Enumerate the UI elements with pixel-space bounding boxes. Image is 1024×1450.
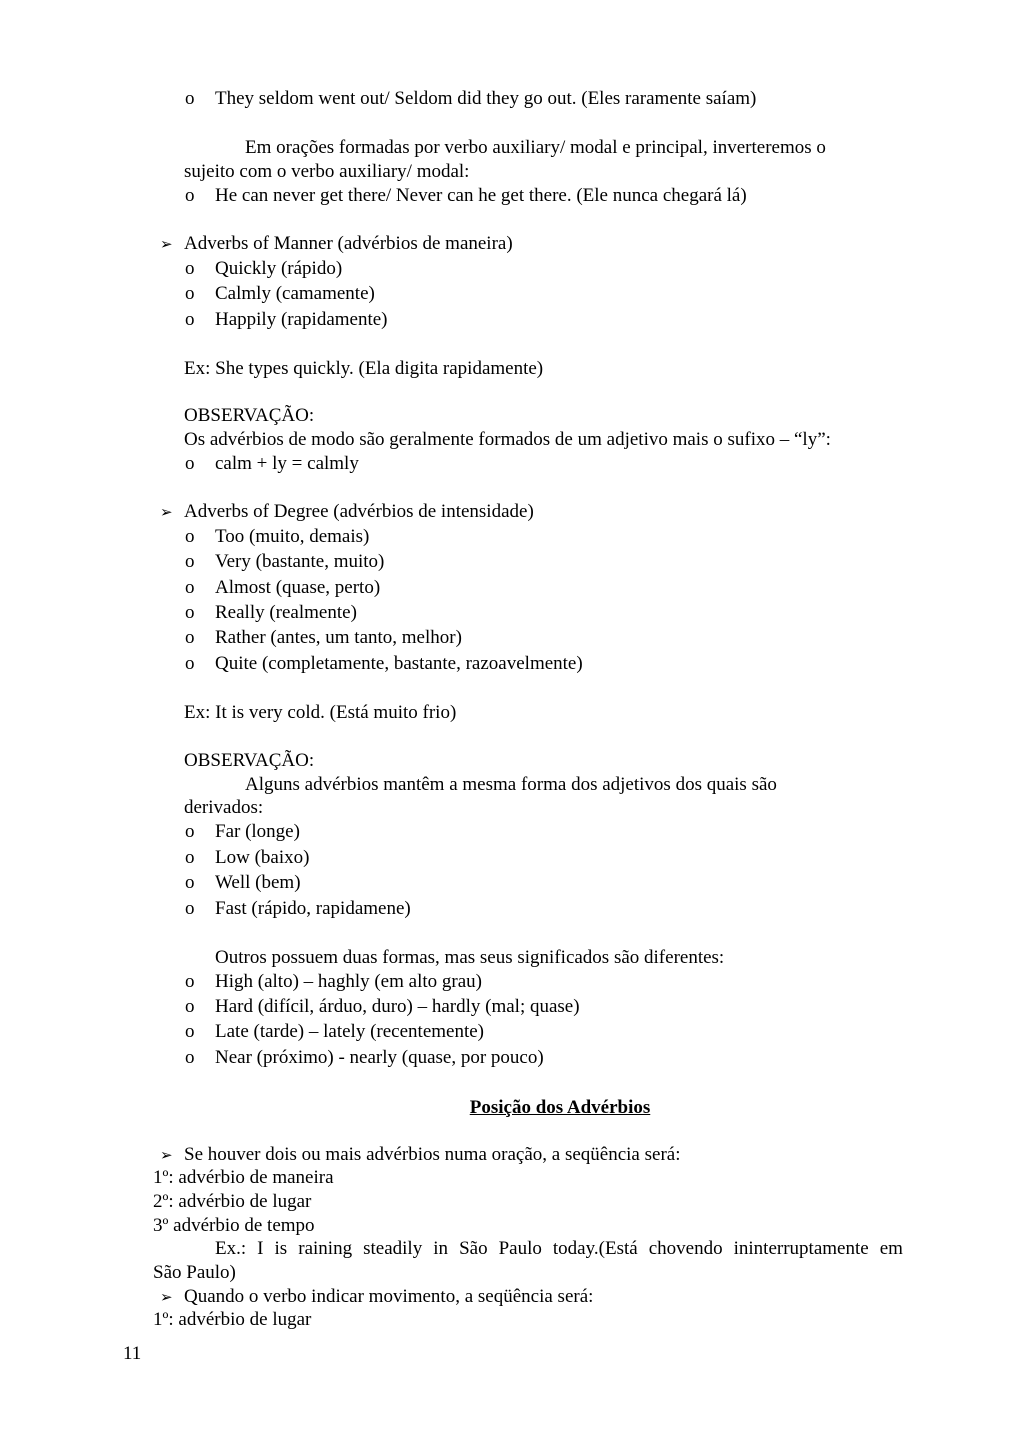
paragraph-line: Alguns advérbios mantêm a mesma forma dos adjetivos dos quais são bbox=[245, 774, 777, 795]
list-item: Well (bem) bbox=[215, 872, 301, 893]
order-line: 2º: advérbio de lugar bbox=[153, 1191, 312, 1212]
section-item: Se houver dois ou mais advérbios numa oração, a seqüência será: bbox=[184, 1144, 681, 1165]
list-bullet: o bbox=[185, 577, 195, 598]
word: chovendo bbox=[648, 1238, 723, 1259]
example-line: Ex: She types quickly. (Ela digita rapidamente) bbox=[184, 358, 544, 379]
note-heading: OBSERVAÇÃO: bbox=[184, 405, 315, 426]
list-item: Quite (completamente, bastante, razoavelmente) bbox=[215, 653, 583, 674]
list-item: Low (baixo) bbox=[215, 847, 310, 868]
list-bullet: o bbox=[185, 971, 195, 992]
list-bullet: o bbox=[185, 898, 195, 919]
list-item: Almost (quase, perto) bbox=[215, 577, 381, 598]
list-item: calm + ly = calmly bbox=[215, 453, 359, 474]
word: Paulo bbox=[498, 1238, 542, 1259]
list-bullet: o bbox=[185, 185, 195, 206]
arrow-bullet-icon: ➢ bbox=[160, 237, 173, 253]
list-bullet: o bbox=[185, 526, 195, 547]
list-bullet: o bbox=[185, 1021, 195, 1042]
order-line: 1º: advérbio de maneira bbox=[153, 1167, 334, 1188]
list-item: Very (bastante, muito) bbox=[215, 551, 385, 572]
word: em bbox=[879, 1238, 903, 1259]
list-item: Really (realmente) bbox=[215, 602, 357, 623]
list-bullet: o bbox=[185, 847, 195, 868]
paragraph-line: Os advérbios de modo são geralmente formados de um adjetivo mais o sufixo – “ly”: bbox=[184, 429, 831, 450]
section-item: Adverbs of Manner (advérbios de maneira) bbox=[184, 233, 513, 254]
example-line: He can never get there/ Never can he get there. (Ele nunca chegará lá) bbox=[215, 185, 747, 206]
list-item: Fast (rápido, rapidamene) bbox=[215, 898, 411, 919]
arrow-bullet-icon: ➢ bbox=[160, 1148, 173, 1164]
paragraph-line: Outros possuem duas formas, mas seus significados são diferentes: bbox=[215, 947, 725, 968]
example-line: Ex: It is very cold. (Está muito frio) bbox=[184, 702, 457, 723]
list-bullet: o bbox=[185, 258, 195, 279]
note-heading: OBSERVAÇÃO: bbox=[184, 750, 315, 771]
list-item: Near (próximo) - nearly (quase, por pouco) bbox=[215, 1047, 544, 1068]
list-item: Too (muito, demais) bbox=[215, 526, 370, 547]
word: ininterruptamente bbox=[733, 1238, 869, 1259]
paragraph-line: Em orações formadas por verbo auxiliary/ modal e principal, inverteremos o bbox=[245, 137, 826, 158]
list-bullet: o bbox=[185, 283, 195, 304]
list-bullet: o bbox=[185, 88, 195, 109]
list-bullet: o bbox=[185, 602, 195, 623]
arrow-bullet-icon: ➢ bbox=[160, 505, 173, 521]
word: is bbox=[274, 1238, 288, 1259]
list-item: Happily (rapidamente) bbox=[215, 309, 388, 330]
word: São bbox=[459, 1238, 488, 1259]
example-line: They seldom went out/ Seldom did they go out. (Eles raramente saíam) bbox=[215, 88, 757, 109]
list-item: Rather (antes, um tanto, melhor) bbox=[215, 627, 462, 648]
arrow-bullet-icon: ➢ bbox=[160, 1290, 173, 1306]
list-bullet: o bbox=[185, 821, 195, 842]
word: steadily bbox=[363, 1238, 423, 1259]
list-item: High (alto) – haghly (em alto grau) bbox=[215, 971, 482, 992]
word: Ex.: bbox=[215, 1238, 247, 1259]
word: I bbox=[257, 1238, 264, 1259]
word: raining bbox=[298, 1238, 353, 1259]
section-item: Quando o verbo indicar movimento, a seqüência será: bbox=[184, 1286, 594, 1307]
list-item: Hard (difícil, árduo, duro) – hardly (mal; quase) bbox=[215, 996, 580, 1017]
word: today.(Está bbox=[552, 1238, 638, 1259]
paragraph-line: derivados: bbox=[184, 797, 264, 818]
list-bullet: o bbox=[185, 309, 195, 330]
list-bullet: o bbox=[185, 872, 195, 893]
list-item: Far (longe) bbox=[215, 821, 300, 842]
justified-example-line bbox=[215, 1237, 903, 1262]
paragraph-line: São Paulo) bbox=[153, 1262, 236, 1283]
list-bullet: o bbox=[185, 453, 195, 474]
list-bullet: o bbox=[185, 996, 195, 1017]
list-item: Quickly (rápido) bbox=[215, 258, 343, 279]
list-item: Calmly (camamente) bbox=[215, 283, 375, 304]
list-item: Late (tarde) – lately (recentemente) bbox=[215, 1021, 484, 1042]
word: in bbox=[433, 1238, 449, 1259]
section-heading: Posição dos Advérbios bbox=[469, 1097, 651, 1118]
section-item: Adverbs of Degree (advérbios de intensidade) bbox=[184, 501, 534, 522]
paragraph-line: sujeito com o verbo auxiliary/ modal: bbox=[184, 161, 470, 182]
order-line: 3º advérbio de tempo bbox=[153, 1215, 315, 1236]
list-bullet: o bbox=[185, 653, 195, 674]
list-bullet: o bbox=[185, 551, 195, 572]
list-bullet: o bbox=[185, 1047, 195, 1068]
page-number: 11 bbox=[123, 1343, 142, 1364]
list-bullet: o bbox=[185, 627, 195, 648]
order-line: 1º: advérbio de lugar bbox=[153, 1309, 312, 1330]
